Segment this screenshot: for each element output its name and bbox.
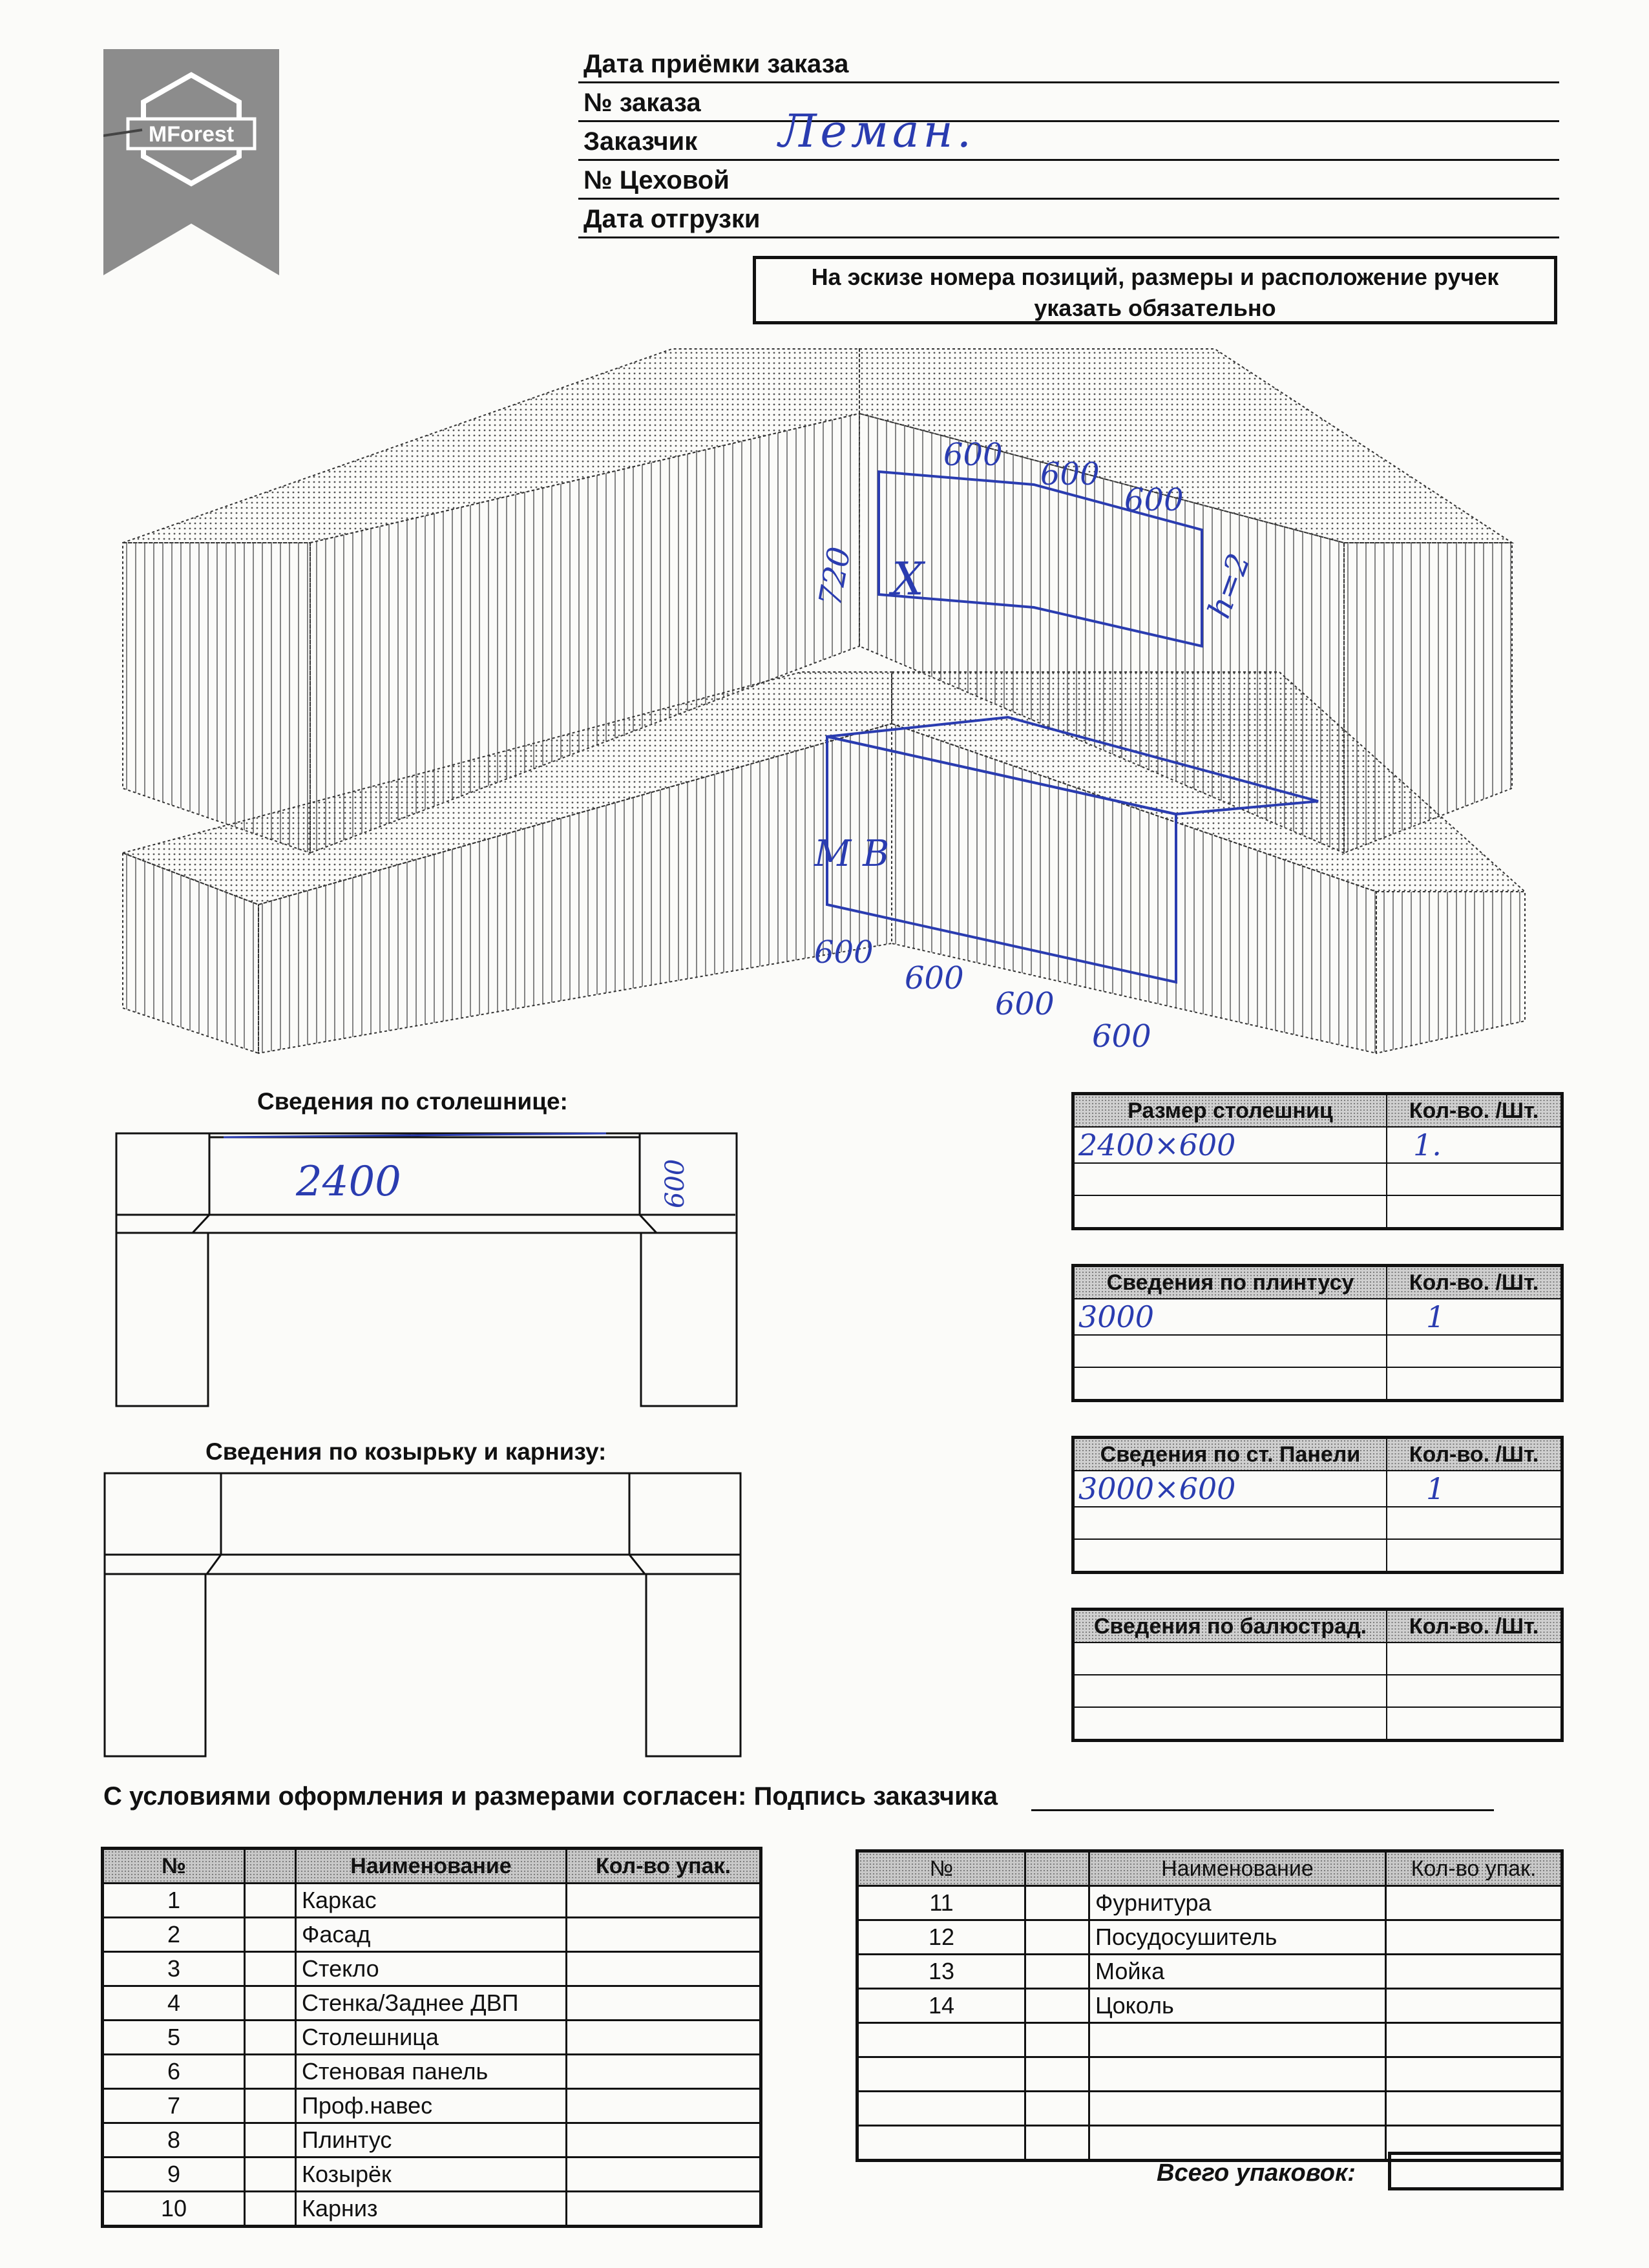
item-name: Цоколь [1089, 1989, 1386, 2023]
row-number [857, 2092, 1025, 2126]
table-cell[interactable] [1387, 1367, 1562, 1401]
mark-x: X [892, 552, 924, 605]
mforest-logo [103, 49, 279, 275]
table-cell [1025, 1920, 1089, 1955]
item-name [1089, 2092, 1386, 2126]
col-header [245, 1849, 296, 1884]
table-cell[interactable] [1387, 1707, 1562, 1741]
table-row [103, 1952, 761, 1986]
table-cell [245, 2055, 296, 2089]
table-cell[interactable] [1073, 1707, 1387, 1741]
table-cell[interactable] [1073, 1195, 1387, 1229]
bottom-width-1: 600 [814, 934, 874, 971]
table-cell[interactable] [1073, 1675, 1387, 1707]
col-header: Кол-во упак. [1386, 1851, 1562, 1886]
row-number [857, 2126, 1025, 2161]
table-cell [245, 2021, 296, 2055]
table-row [857, 2092, 1562, 2126]
table-cell [1025, 2023, 1089, 2057]
field-label: Дата отгрузки [583, 205, 761, 233]
table-cell[interactable] [1387, 1507, 1562, 1539]
table-cell [1025, 2092, 1089, 2126]
countertop-label: Сведения по столешнице: [257, 1088, 568, 1115]
table-cell[interactable]: 2400×600 [1073, 1127, 1387, 1163]
qty-cell[interactable] [1386, 1955, 1562, 1989]
qty-cell[interactable] [1386, 2023, 1562, 2057]
table-cell [245, 1952, 296, 1986]
table-cell[interactable]: 3000×600 [1073, 1471, 1387, 1507]
qty-cell[interactable] [567, 1986, 761, 2021]
row-number: 4 [103, 1986, 245, 2021]
canopy-label: Сведения по козырьку и карнизу: [205, 1438, 607, 1465]
col-header: Кол-во. /Шт. [1387, 1438, 1562, 1471]
table-cell [245, 2089, 296, 2123]
qty-cell[interactable] [567, 2123, 761, 2158]
table-cell [1025, 1886, 1089, 1920]
signature-text: С условиями оформления и размерами согласен: Подпись заказчика [103, 1782, 998, 1811]
balustrade-table [1071, 1608, 1564, 1742]
table-row [103, 2158, 761, 2192]
qty-cell[interactable] [567, 2158, 761, 2192]
table-row [857, 1989, 1562, 2023]
table-cell [1025, 2057, 1089, 2092]
table-cell[interactable] [1387, 1675, 1562, 1707]
qty-cell[interactable] [567, 1884, 761, 1918]
row-number: 1 [103, 1884, 245, 1918]
item-name: Посудосушитель [1089, 1920, 1386, 1955]
qty-cell[interactable] [567, 2021, 761, 2055]
row-number: 3 [103, 1952, 245, 1986]
wall-panel-table [1071, 1436, 1564, 1574]
countertop-diagram [115, 1124, 742, 1409]
top-width-3: 600 [1124, 482, 1184, 518]
field-order-date[interactable] [578, 44, 1559, 83]
item-name: Фурнитура [1089, 1886, 1386, 1920]
item-name: Стеновая панель [296, 2055, 567, 2089]
qty-cell[interactable] [567, 1952, 761, 1986]
bottom-width-2: 600 [905, 960, 964, 996]
kitchen-sketch [116, 336, 1538, 1086]
table-cell[interactable] [1387, 1335, 1562, 1367]
table-row [857, 2057, 1562, 2092]
qty-cell[interactable] [1386, 2057, 1562, 2092]
item-name: Каркас [296, 1884, 567, 1918]
table-cell[interactable]: 3000 [1073, 1299, 1387, 1335]
table-cell[interactable] [1387, 1539, 1562, 1573]
col-header: № [857, 1851, 1025, 1886]
countertop-length: 2400 [296, 1158, 401, 1206]
signature-line[interactable] [1031, 1809, 1494, 1811]
row-number: 10 [103, 2192, 245, 2227]
item-name [1089, 2126, 1386, 2161]
table-cell[interactable] [1387, 1163, 1562, 1195]
canopy-diagram [103, 1472, 743, 1759]
table-cell [1025, 2126, 1089, 2161]
table-cell [245, 2192, 296, 2227]
height-dimension: 720 [812, 544, 858, 609]
item-name [1089, 2023, 1386, 2057]
row-number: 14 [857, 1989, 1025, 2023]
notice-line-2: указать обязательно [1034, 295, 1276, 321]
row-number: 5 [103, 2021, 245, 2055]
table-row [857, 1920, 1562, 1955]
bottom-width-4: 600 [1092, 1018, 1151, 1055]
col-header: Наименование [1089, 1851, 1386, 1886]
item-name: Фасад [296, 1918, 567, 1952]
item-name: Козырёк [296, 2158, 567, 2192]
table-row [103, 2055, 761, 2089]
row-number [857, 2023, 1025, 2057]
col-header: № [103, 1849, 245, 1884]
packing-table-left [101, 1847, 762, 2228]
item-name: Столешница [296, 2021, 567, 2055]
countertop-size-table [1071, 1092, 1564, 1230]
row-number: 2 [103, 1918, 245, 1952]
table-row [103, 1986, 761, 2021]
col-header [1025, 1851, 1089, 1886]
mark-mv: М В [814, 833, 890, 875]
item-name: Стекло [296, 1952, 567, 1986]
table-cell [1025, 1955, 1089, 1989]
top-width-2: 600 [1040, 456, 1100, 492]
table-row [103, 1918, 761, 1952]
field-shipping-date[interactable] [578, 199, 1559, 238]
col-header: Сведения по плинтусу [1073, 1266, 1387, 1299]
table-cell[interactable] [1073, 1539, 1387, 1573]
table-cell [245, 1884, 296, 1918]
table-cell[interactable] [1387, 1195, 1562, 1229]
field-label: № Цеховой [583, 166, 730, 194]
row-number: 13 [857, 1955, 1025, 1989]
table-cell [245, 2123, 296, 2158]
table-row [103, 1884, 761, 1918]
qty-cell[interactable] [567, 1918, 761, 1952]
row-number [857, 2057, 1025, 2092]
row-number: 11 [857, 1886, 1025, 1920]
item-name [1089, 2057, 1386, 2092]
row-number: 6 [103, 2055, 245, 2089]
field-shop-number[interactable] [578, 160, 1559, 200]
col-header: Размер столешниц [1073, 1094, 1387, 1128]
table-row [857, 2023, 1562, 2057]
notice-line-1: На эскизе номера позиций, размеры и расположение ручек [811, 264, 1499, 290]
col-header: Кол-во. /Шт. [1387, 1610, 1562, 1643]
field-customer[interactable] [578, 105, 1559, 161]
row-number: 8 [103, 2123, 245, 2158]
col-header: Сведения по балюстрад. [1073, 1610, 1387, 1643]
table-cell [245, 1986, 296, 2021]
qty-cell[interactable] [1386, 1886, 1562, 1920]
table-cell[interactable] [1073, 1507, 1387, 1539]
table-cell[interactable] [1073, 1163, 1387, 1195]
table-row [103, 2021, 761, 2055]
packing-table-right [856, 1849, 1564, 2162]
row-number: 7 [103, 2089, 245, 2123]
qty-cell[interactable] [567, 2192, 761, 2227]
item-name: Плинтус [296, 2123, 567, 2158]
col-header: Кол-во упак. [567, 1849, 761, 1884]
col-header: Наименование [296, 1849, 567, 1884]
qty-cell[interactable] [1386, 1920, 1562, 1955]
table-row [103, 2123, 761, 2158]
row-number: 12 [857, 1920, 1025, 1955]
top-width-1: 600 [943, 437, 1003, 473]
item-name: Стенка/Заднее ДВП [296, 1986, 567, 2021]
total-label: Всего упаковок: [1157, 2159, 1356, 2187]
item-name: Проф.навес [296, 2089, 567, 2123]
mark-h: h=2 [1201, 549, 1258, 624]
col-header: Сведения по ст. Панели [1073, 1438, 1387, 1471]
customer-handwritten: Леман. [779, 105, 975, 158]
table-cell[interactable] [1073, 1335, 1387, 1367]
field-label: Заказчик [583, 127, 698, 156]
qty-cell[interactable] [1386, 1989, 1562, 2023]
notice-box [753, 256, 1557, 324]
table-row [103, 2089, 761, 2123]
qty-cell[interactable] [567, 2089, 761, 2123]
countertop-depth: 600 [660, 1159, 690, 1208]
table-cell[interactable]: 1 [1387, 1471, 1562, 1507]
table-cell [245, 1918, 296, 1952]
table-cell [1025, 1989, 1089, 2023]
table-cell[interactable] [1387, 1643, 1562, 1675]
item-name: Карниз [296, 2192, 567, 2227]
qty-cell[interactable] [567, 2055, 761, 2089]
table-cell[interactable] [1073, 1367, 1387, 1401]
field-label: Дата приёмки заказа [583, 50, 849, 78]
table-cell[interactable]: 1. [1387, 1127, 1562, 1163]
table-cell[interactable] [1073, 1643, 1387, 1675]
row-number: 9 [103, 2158, 245, 2192]
col-header: Кол-во. /Шт. [1387, 1094, 1562, 1128]
qty-cell[interactable] [1386, 2092, 1562, 2126]
table-row [857, 1886, 1562, 1920]
item-name: Мойка [1089, 1955, 1386, 1989]
col-header: Кол-во. /Шт. [1387, 1266, 1562, 1299]
bottom-width-3: 600 [995, 986, 1055, 1022]
table-cell[interactable]: 1 [1387, 1299, 1562, 1335]
logo-text: MForest [148, 122, 235, 147]
total-packages-field[interactable] [1388, 2152, 1564, 2190]
field-label: № заказа [583, 89, 701, 117]
table-row [857, 1955, 1562, 1989]
field-order-number[interactable] [578, 83, 1559, 122]
table-cell [245, 2158, 296, 2192]
plinth-table [1071, 1264, 1564, 1402]
table-row [103, 2192, 761, 2227]
